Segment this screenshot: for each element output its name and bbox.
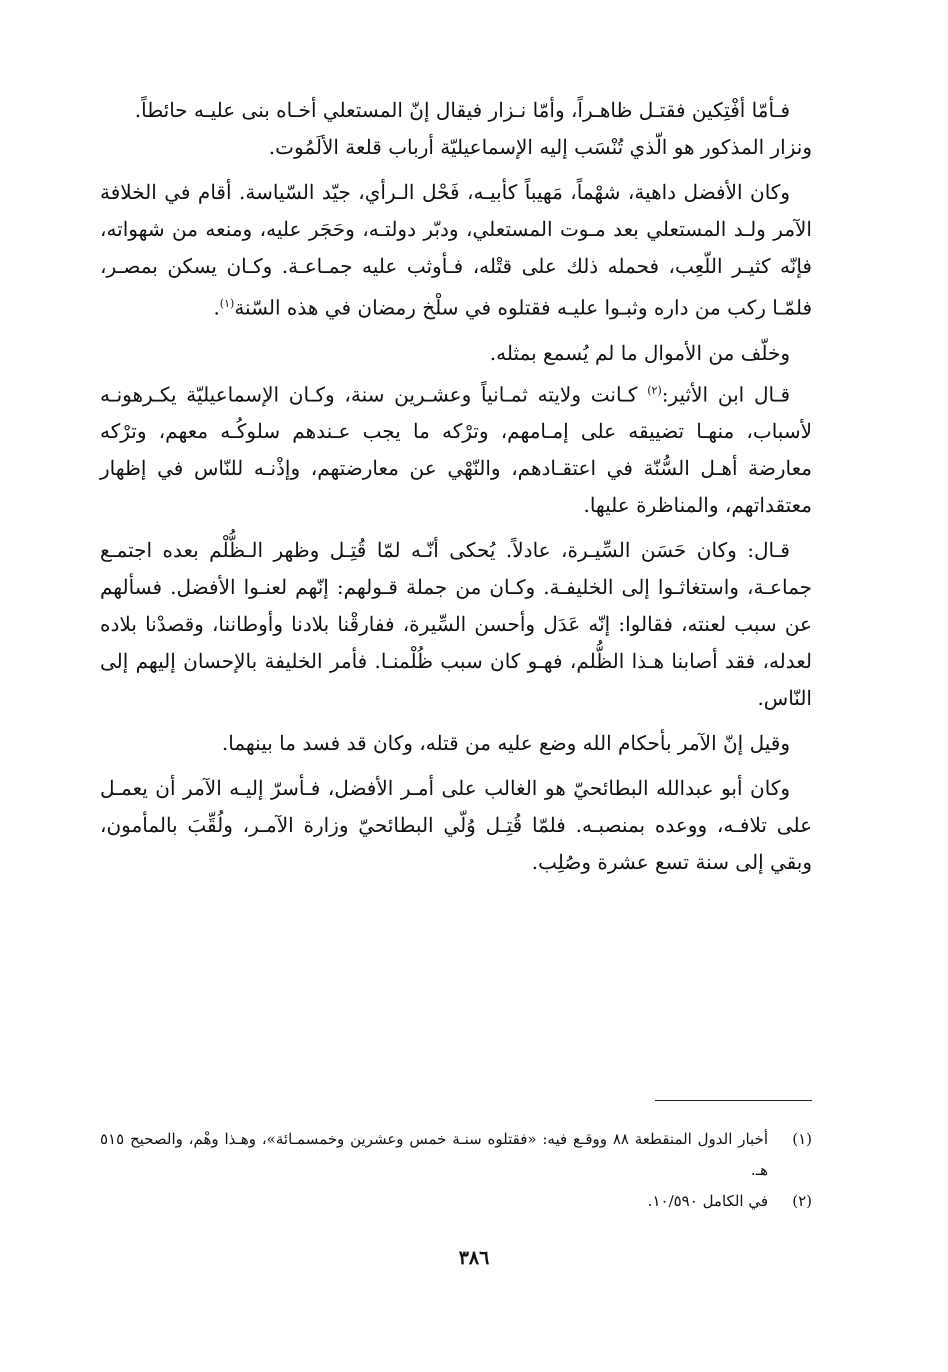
paragraph: قـال: وكان حَسَن السِّيـرة، عادلاً. يُحكى أنّـه لمّا قُتِـل وظهر الـظُّلْم بعده اجتمـع جماعـة، واستغاثـوا إلى الخليفـة. وكـان من جملة قـولهم: إنّهم لعنـوا الأفضل. فسألهم عن سبب لعنته، فقالوا: إنّه عَدَل وأحسن السِّيرة، ففارقْنا بلادنا وأوطاننا، وقصدْنا بلاده لعدله، فقد أصابنا هـذا الظُّلم، فهـو كان سبب ظُلْمنـا. فأمر الخليفة بالإحسان إليهم إلى النّاس. [100,538,812,711]
footnote [100,1124,812,1186]
footnote [100,1186,812,1217]
footnote-marker: (٢) [647,383,662,397]
main-text [100,92,812,881]
paragraph-text: وكان الأفضل داهية، شهْماً، مَهيباً كأبيـه، فَحْل الـرأي، جيّد السّياسة. أقام في الخلافة الآمر ولـد المستعلي بعد مـوت المستعلي، ودبّر دولتـه، وحَجَر عليه، ومنعه من شهواته، فإنّه كثيـر اللّعِب، فحمله ذلك على قتْله، فـأوثب عليه جمـاعـة. وكـان يسكن بمصـر، فلمّـا ركب من داره وثبـوا عليـه فقتلوه في سلْخ رمضان في هذه السّنة [100,180,812,320]
paragraph [100,174,812,327]
paragraph-text: قـال ابن الأثير: [661,382,791,407]
paragraph: وكان أبو عبدالله البطائحيّ هو الغالب على أمـر الأفضل، فـأسرّ إليـه الآمر أن يعمـل على تلافـه، ووعده بمنصبـه. فلمّا قُتِـل وُلّي البطائحيّ وزارة الآمـر، ولُقِّبَ بالمأمون، وبقي إلى سنة تسع عشرة وصُلِب. [100,776,812,875]
paragraph: ونزار المذكور هو الّذي تُنْسَب إليه الإسماعيليّة أرباب قلعة الألَمُوت. [268,135,812,159]
footnote-number: (٢) [792,1192,812,1210]
footnote-number: (١) [792,1130,812,1148]
period: . [213,295,220,320]
footnote-marker: (١) [219,297,235,310]
paragraph-text: كـانت ولايته ثمـانياً وعشـرين سنة، وكـان الإسماعيليّة يكـرهونـه لأسباب، منهـا تضييقه على إمـامهم، وترْكه ما يجب عـندهم سلوكُـه معهم، وترْكه معارضة أهـل السُّنّة في اعتقـادهم، والنّهْي عن معارضتهم، وإذْنـه للنّاس في إظهار معتقداتهم، والمناظرة عليها. [100,382,812,518]
footnotes [100,1124,812,1217]
footnote-divider [655,1100,812,1101]
footnote-text: أخبار الدول المنقطعة ٨٨ ووقـع فيه: «فقتلوه سنـة خمس وعشرين وخمسمـائة»، وهـذا وهْم، والصحيح ٥١٥ هـ. [100,1130,768,1179]
paragraph: فـأمّا أفْتِكين فقتـل ظاهـراً، وأمّا نـزار فيقال إنّ المستعلي أخـاه بنى عليـه حائطاً. [134,98,790,122]
page-number: ٣٨٦ [458,1247,490,1269]
paragraph [100,372,812,525]
paragraph: وخلّف من الأموال ما لم يُسمع بمثله. [489,340,790,365]
footnote-text: في الكامل ١٠/٥٩٠. [647,1192,768,1210]
paragraph: وقيل إنّ الآمر بأحكام الله وضع عليه من قتله، وكان قد فسد ما بينهما. [221,731,790,756]
